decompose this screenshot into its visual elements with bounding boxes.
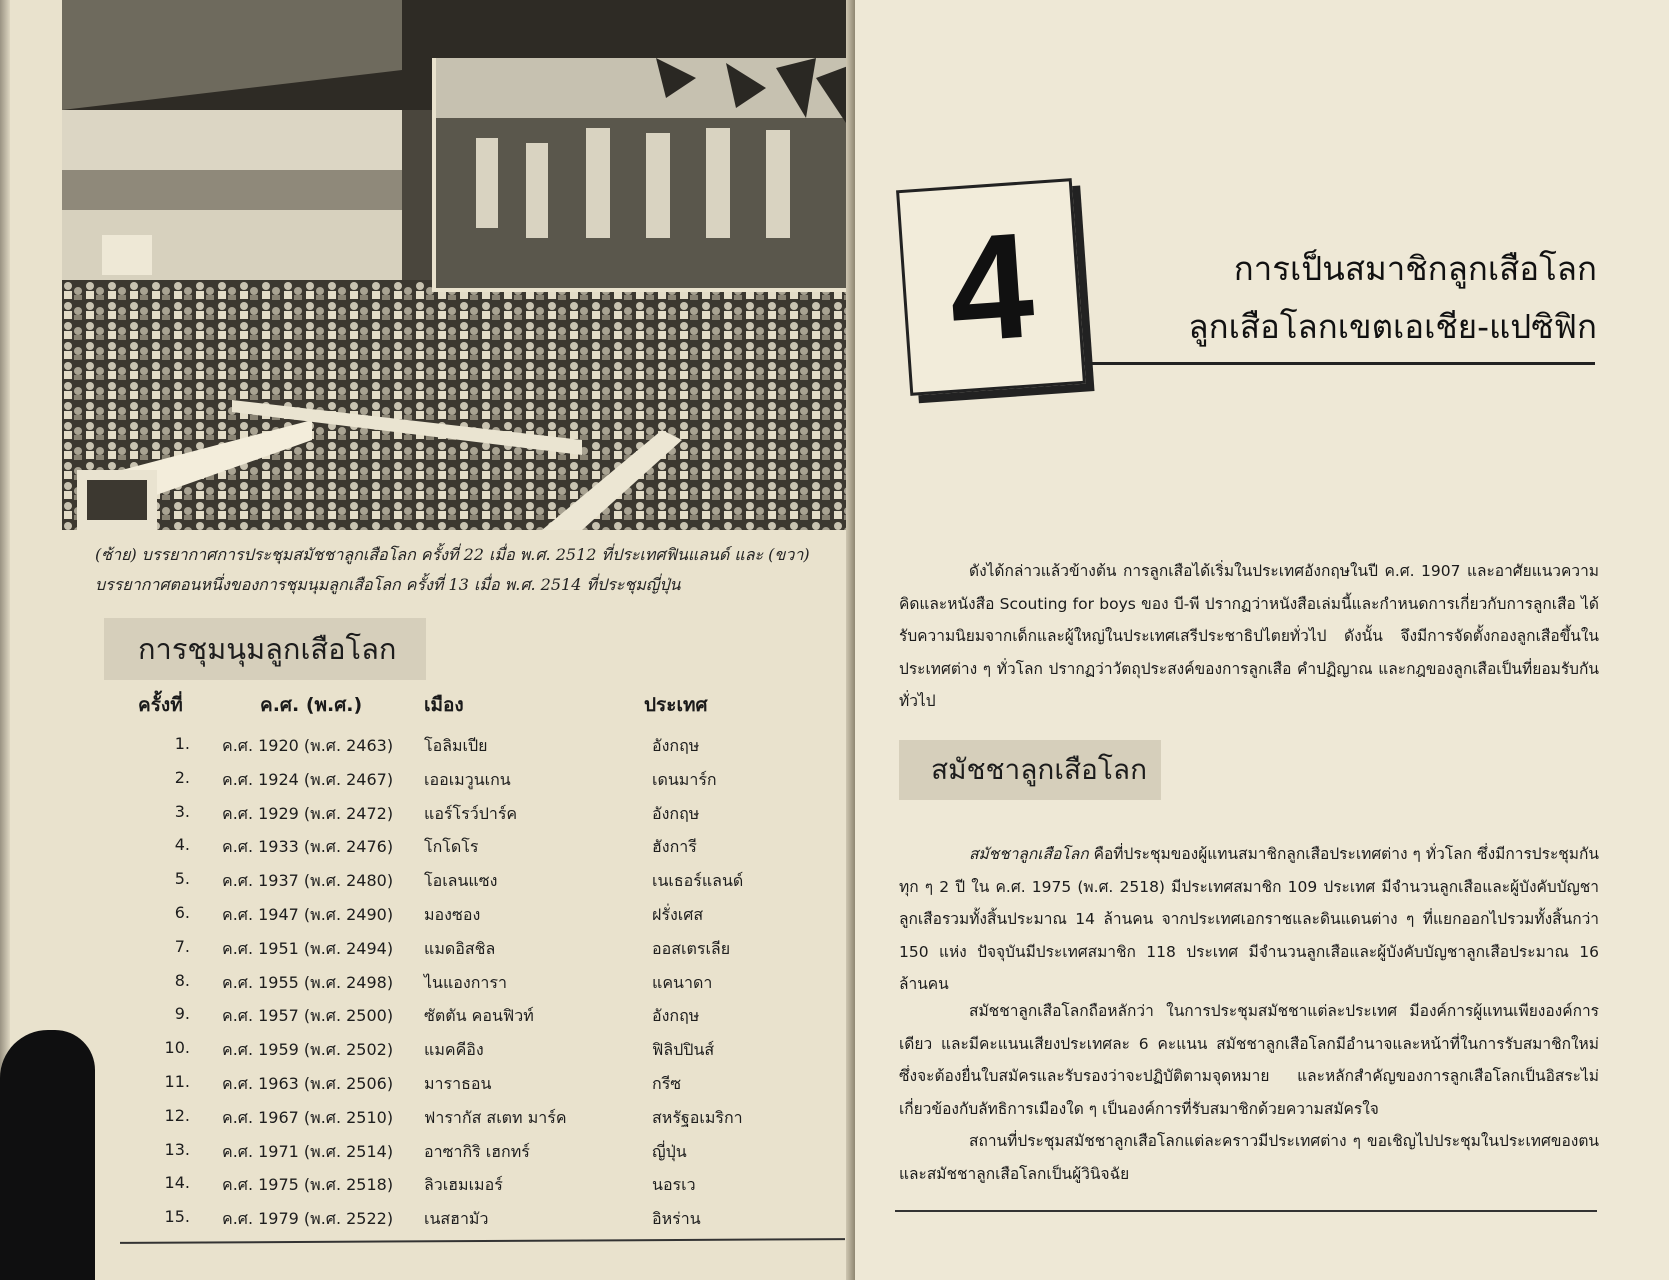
row-country: อังกฤษ	[652, 1006, 700, 1026]
row-country: ฟิลิปปินส์	[652, 1040, 715, 1060]
row-number: 14.	[164, 1173, 190, 1193]
row-city: เนสฮามัว	[424, 1209, 489, 1229]
photo-caption	[95, 540, 845, 600]
caption-line: บรรยากาศตอนหนึ่งของการชุมนุมลูกเสือโลก ครั้งที่ 13 เมื่อ พ.ศ. 2514 ที่ประชุมญี่ปุ่น	[95, 575, 681, 594]
table-header	[130, 690, 780, 730]
row-year: ค.ศ. 1920 (พ.ศ. 2463)	[222, 736, 394, 755]
row-city: โอเลนแซง	[424, 871, 498, 891]
row-year: ค.ศ. 1929 (พ.ศ. 2472)	[222, 803, 394, 823]
table-row	[130, 1068, 780, 1102]
table-row	[130, 967, 780, 1001]
thumb-shadow	[0, 1030, 95, 1280]
caption-line: (ซ้าย) บรรยากาศการประชุมสมัชชาลูกเสือโลก ครั้งที่ 22 เมื่อ พ.ศ. 2512 ที่ประเทศฟินแลนด์ และ (ขวา)	[95, 545, 810, 564]
row-number: 13.	[164, 1139, 190, 1159]
row-year: ค.ศ. 1947 (พ.ศ. 2490)	[222, 904, 394, 924]
row-city: แมคคีอิง	[424, 1040, 484, 1060]
row-year: ค.ศ. 1955 (พ.ศ. 2498)	[222, 972, 394, 992]
table-row	[130, 1169, 780, 1203]
jamboree-heading: การชุมนุมลูกเสือโลก	[104, 618, 426, 680]
row-city: โอลิมเปีย	[424, 736, 488, 755]
table-row	[130, 764, 780, 798]
row-year: ค.ศ. 1957 (พ.ศ. 2500)	[222, 1006, 394, 1026]
row-country: อังกฤษ	[652, 803, 700, 823]
row-number: 11.	[164, 1071, 190, 1091]
table-row	[130, 730, 780, 764]
assembly-heading: สมัชชาลูกเสือโลก	[899, 740, 1161, 800]
row-country: สหรัฐอเมริกา	[652, 1107, 743, 1127]
table-row	[130, 1000, 780, 1034]
row-country: ออสเตรเลีย	[652, 938, 731, 958]
row-number: 5.	[174, 869, 190, 889]
row-number: 7.	[174, 936, 190, 956]
row-number: 9.	[174, 1004, 190, 1024]
row-country: กรีซ	[652, 1073, 682, 1093]
table-row	[130, 831, 780, 865]
assembly-term: สมัชชาลูกเสือโลก	[969, 845, 1089, 863]
column-header: ประเทศ	[644, 694, 708, 716]
row-year: ค.ศ. 1971 (พ.ศ. 2514)	[222, 1141, 394, 1161]
table-row	[130, 1203, 780, 1237]
table-row	[130, 899, 780, 933]
row-year: ค.ศ. 1967 (พ.ศ. 2510)	[222, 1107, 394, 1127]
row-year: ค.ศ. 1963 (พ.ศ. 2506)	[222, 1073, 394, 1093]
table-row	[130, 1136, 780, 1170]
chapter-subtitle: ลูกเสือโลกเขตเอเชีย-แปซิฟิก	[1188, 307, 1597, 346]
row-year: ค.ศ. 1959 (พ.ศ. 2502)	[222, 1040, 394, 1060]
row-country: ฮังการี	[652, 837, 697, 857]
row-country: แคนาดา	[652, 972, 713, 992]
row-number: 8.	[174, 970, 190, 990]
row-country: ฝรั่งเศส	[652, 904, 704, 924]
row-country: อิหร่าน	[652, 1209, 701, 1229]
row-city: แอร์โรว์ปาร์ค	[424, 803, 518, 823]
row-number: 2.	[174, 767, 190, 787]
column-header: เมือง	[424, 694, 464, 716]
row-year: ค.ศ. 1979 (พ.ศ. 2522)	[222, 1209, 394, 1229]
row-number: 12.	[164, 1105, 190, 1125]
table-body	[130, 730, 780, 1237]
row-number: 4.	[174, 835, 190, 855]
assembly-paragraph	[899, 838, 1599, 1001]
row-city: เออเมวูนเกน	[424, 769, 511, 789]
column-header: ค.ศ. (พ.ศ.)	[260, 694, 363, 716]
row-country: อังกฤษ	[652, 736, 700, 755]
row-country: เนเธอร์แลนด์	[652, 871, 744, 891]
row-city: มองซอง	[424, 904, 481, 924]
column-header: ครั้งที่	[138, 694, 183, 716]
row-city: แมดอิสชิล	[424, 938, 496, 958]
row-city: ลิวเฮมเมอร์	[424, 1175, 503, 1195]
row-year: ค.ศ. 1924 (พ.ศ. 2467)	[222, 769, 394, 789]
row-number: 15.	[164, 1207, 190, 1227]
row-year: ค.ศ. 1975 (พ.ศ. 2518)	[222, 1175, 394, 1195]
chapter-number-box	[896, 178, 1086, 396]
bottom-rule	[120, 1238, 845, 1244]
row-city: มาราธอน	[424, 1073, 492, 1093]
chapter-number: 4	[943, 200, 1039, 374]
table-row	[130, 1034, 780, 1068]
table-row	[130, 933, 780, 967]
right-page	[855, 0, 1669, 1280]
scouts-marching-photo	[432, 58, 855, 292]
row-city: ไนแองการา	[424, 972, 507, 992]
jamboree-table	[130, 690, 780, 1237]
row-city: โกโดโร	[424, 837, 479, 857]
row-city: อาซากิริ เฮกทร์	[424, 1141, 530, 1161]
row-number: 10.	[164, 1038, 190, 1058]
table-row	[130, 1102, 780, 1136]
row-country: นอรเว	[652, 1175, 696, 1195]
intro-paragraph: ดังได้กล่าวแล้วข้างต้น การลูกเสือได้เริ่มในประเทศอังกฤษในปี ค.ศ. 1907 และอาศัยแนวความคิดและหนังสือ Scouting for boys ของ บี-พี ปรากฏว่าหนังสือเล่มนี้และกำหนดการเกี่ยวกับการลูกเสือ ได้รับความนิยมจากเด็กและผู้ใหญ่ในประเทศเสรีประชาธิปไตยทั่วไป ดังนั้น จึงมีการจัดตั้งกองลูกเสือขึ้นในประเทศต่าง ๆ ทั่วโลก ปรากฏว่าวัตถุประสงค์ของการลูกเสือ คำปฏิญาณ และกฎของลูกเสือเป็นที่ยอมรับกันทั่วไป	[899, 562, 1599, 710]
row-year: ค.ศ. 1933 (พ.ศ. 2476)	[222, 837, 394, 857]
row-year: ค.ศ. 1951 (พ.ศ. 2494)	[222, 938, 394, 958]
chapter-title: การเป็นสมาชิกลูกเสือโลก	[1233, 249, 1597, 288]
assembly-paragraph-text: คือที่ประชุมของผู้แทนสมาชิกลูกเสือประเทศต่าง ๆ ทั่วโลก ซึ่งมีการประชุมกันทุก ๆ 2 ปี ใน ค.ศ. 1975 (พ.ศ. 2518) มีประเทศสมาชิก 109 ประเทศ มีจำนวนลูกเสือและผู้บังคับบัญชาลูกเสือรวมทั้งสิ้นประมาณ 14 ล้านคน จากประเทศเอกราชและดินแดนต่าง ๆ ที่แยกออกไปรวมทั้งสิ้นกว่า 150 แห่ง ปัจจุบันมีประเทศสมาชิก 118 ประเทศ มีจำนวนลูกเสือและผู้บังคับบัญชาลูกเสือประมาณ 16 ล้านคน	[899, 845, 1599, 993]
assembly-paragraph-2: สมัชชาลูกเสือโลกถือหลักว่า ในการประชุมสมัชชาแต่ละประเทศ มีองค์การผู้แทนเพียงองค์การเดียว และมีคะแนนเสียงประเทศละ 6 คะแนน สมัชชาลูกเสือโลกมีอำนาจและหน้าที่ในการรับสมาชิกใหม่ ซึ่งจะต้องยื่นใบสมัครและรับรองว่าจะปฏิบัติตามจุดหมาย และหลักสำคัญของการลูกเสือโลกเป็นอิสระไม่เกี่ยวข้องกับลัทธิการเมืองใด ๆ เป็นองค์การที่รับสมาชิกด้วยความสมัครใจ	[899, 1002, 1599, 1118]
row-year: ค.ศ. 1937 (พ.ศ. 2480)	[222, 871, 394, 891]
row-number: 1.	[174, 734, 190, 753]
bottom-rule	[895, 1210, 1597, 1212]
row-city: ซัตตัน คอนฟิวท์	[424, 1006, 534, 1026]
row-number: 6.	[174, 902, 190, 922]
table-row	[130, 865, 780, 899]
assembly-paragraph-3: สถานที่ประชุมสมัชชาลูกเสือโลกแต่ละคราวมีประเทศต่าง ๆ ขอเชิญไปประชุมในประเทศของตน และสมัชชาลูกเสือโลกเป็นผู้วินิจฉัย	[899, 1132, 1599, 1183]
row-country: เดนมาร์ก	[652, 769, 717, 789]
row-country: ญี่ปุ่น	[652, 1141, 687, 1161]
row-city: ฟารากัส สเตท มาร์ค	[424, 1107, 567, 1127]
row-number: 3.	[174, 801, 190, 821]
table-row	[130, 798, 780, 832]
title-rule	[1083, 362, 1595, 365]
